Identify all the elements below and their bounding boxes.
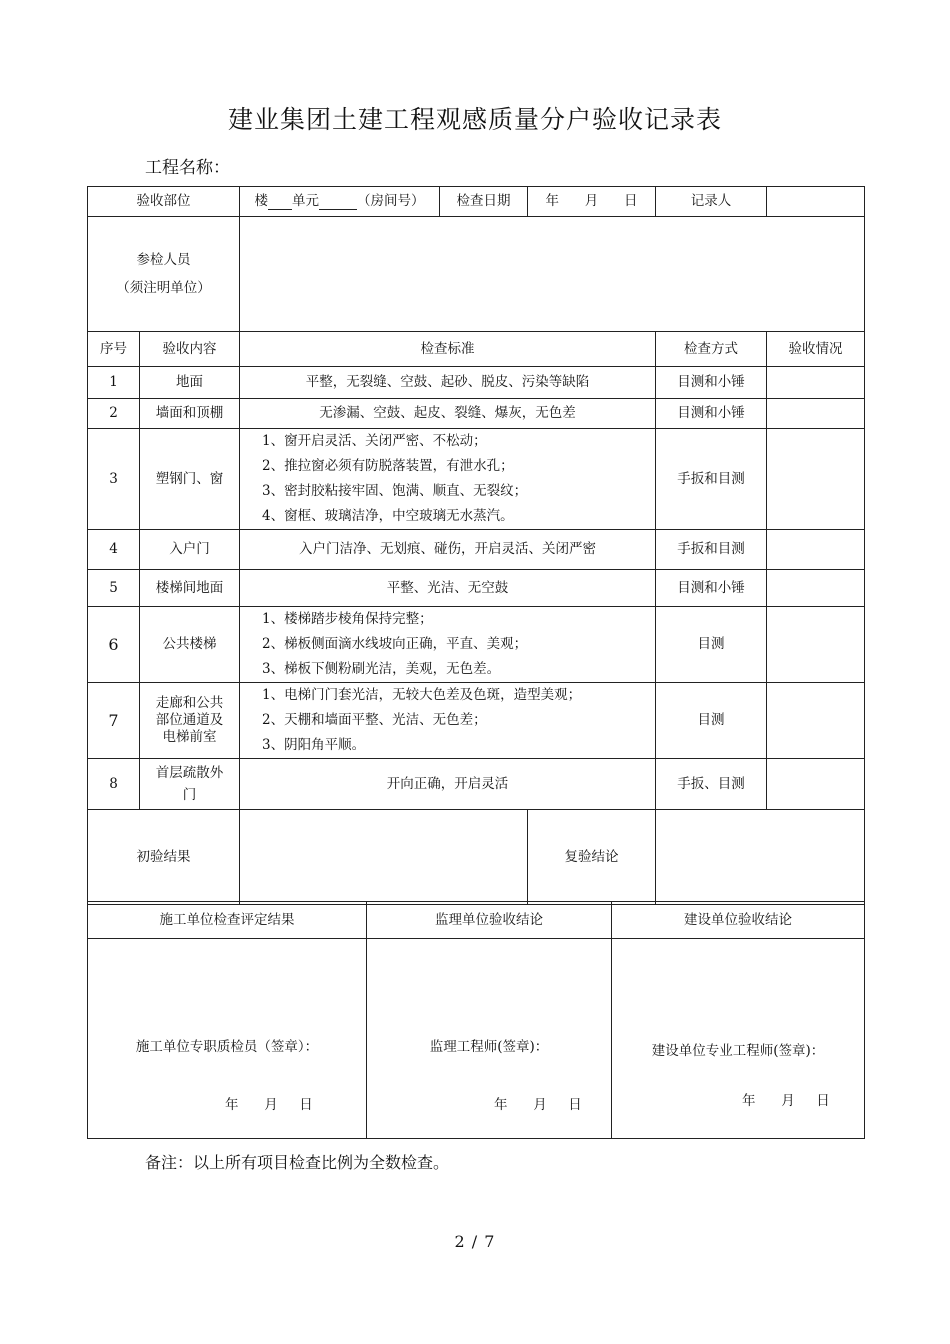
row-content: 塑钢门、窗 (140, 429, 240, 530)
row-no: 6 (88, 607, 140, 683)
row-method: 目测 (656, 607, 767, 683)
check-date-label: 检查日期 (440, 187, 528, 217)
row-standard: 无渗漏、空鼓、起皮、裂缝、爆灰，无色差 (240, 399, 656, 429)
row-content: 首层疏散外门 (140, 759, 240, 810)
row-result[interactable] (767, 429, 865, 530)
table-row (88, 530, 865, 570)
row-no: 2 (88, 399, 140, 429)
project-name-label: 工程名称： (145, 158, 230, 178)
table-row (88, 759, 865, 810)
inspection-table (87, 186, 865, 905)
row-result[interactable] (767, 367, 865, 399)
part-value (240, 187, 440, 217)
result-row (88, 810, 865, 905)
row-method: 手扳和目测 (656, 429, 767, 530)
page-number: 2 / 7 (454, 1232, 496, 1251)
table-row (88, 367, 865, 399)
recorder-value[interactable] (767, 187, 865, 217)
row-result[interactable] (767, 683, 865, 759)
recheck-value[interactable] (656, 810, 865, 905)
col-content: 验收内容 (140, 332, 240, 367)
row-no: 8 (88, 759, 140, 810)
row-no: 5 (88, 570, 140, 607)
signature-table (87, 901, 865, 1139)
supervision-sign-label: 监理工程师(签章)： (429, 1039, 549, 1055)
col-method: 检查方式 (656, 332, 767, 367)
supervision-sign-cell[interactable] (367, 939, 612, 1139)
row-method: 手扳和目测 (656, 530, 767, 570)
supervision-date: 年 月 日 (494, 1097, 582, 1113)
row-content: 公共楼梯 (140, 607, 240, 683)
construction-sign-cell[interactable] (88, 939, 367, 1139)
row-content: 入户门 (140, 530, 240, 570)
supervision-title: 监理单位验收结论 (367, 902, 612, 939)
check-date-value: 年 月 日 (528, 187, 656, 217)
table-row (88, 570, 865, 607)
initial-result-value[interactable] (240, 810, 528, 905)
row-standard: 平整，无裂缝、空鼓、起砂、脱皮、污染等缺陷 (240, 367, 656, 399)
row-method: 手扳、目测 (656, 759, 767, 810)
construction-sign-label: 施工单位专职质检员（签章）： (135, 1039, 319, 1055)
table-row (88, 607, 865, 683)
row-standard: 1、楼梯踏步棱角保持完整； 2、梯板侧面滴水线坡向正确，平直、美观； 3、梯板下侧粉刷光洁，美观，无色差。 (240, 607, 656, 683)
row-result[interactable] (767, 399, 865, 429)
row-content: 墙面和顶棚 (140, 399, 240, 429)
construction-date: 年 月 日 (225, 1097, 313, 1113)
row-method: 目测和小锤 (656, 399, 767, 429)
col-no: 序号 (88, 332, 140, 367)
row-method: 目测 (656, 683, 767, 759)
row-no: 1 (88, 367, 140, 399)
row-standard: 开向正确，开启灵活 (240, 759, 656, 810)
initial-result-label: 初验结果 (88, 810, 240, 905)
footnote: 备注：以上所有项目检查比例为全数检查。 (145, 1153, 450, 1172)
row-no: 7 (88, 683, 140, 759)
header-row (88, 187, 865, 217)
part-label: 验收部位 (88, 187, 240, 217)
room-label: （房间号） (357, 193, 425, 210)
table-row (88, 399, 865, 429)
signature-header-row (88, 902, 865, 939)
participants-row (88, 217, 865, 332)
row-result[interactable] (767, 570, 865, 607)
row-result[interactable] (767, 607, 865, 683)
column-header-row (88, 332, 865, 367)
recheck-label: 复验结论 (528, 810, 656, 905)
row-no: 3 (88, 429, 140, 530)
owner-sign-label: 建设单位专业工程师(签章)： (651, 1043, 825, 1059)
row-method: 目测和小锤 (656, 367, 767, 399)
row-standard: 平整、光洁、无空鼓 (240, 570, 656, 607)
document-title: 建业集团土建工程观感质量分户验收记录表 (227, 105, 722, 134)
signature-row (88, 939, 865, 1139)
row-result[interactable] (767, 759, 865, 810)
col-result: 验收情况 (767, 332, 865, 367)
row-standard: 1、窗开启灵活、关闭严密、不松动； 2、推拉窗必须有防脱落装置，有泄水孔； 3、密封胶粘接牢固、饱满、顺直、无裂纹； 4、窗框、玻璃洁净，中空玻璃无水蒸汽。 (240, 429, 656, 530)
recorder-label: 记录人 (656, 187, 767, 217)
row-standard: 入户门洁净、无划痕、碰伤，开启灵活、关闭严密 (240, 530, 656, 570)
row-method: 目测和小锤 (656, 570, 767, 607)
row-content: 走廊和公共部位通道及电梯前室 (140, 683, 240, 759)
construction-title: 施工单位检查评定结果 (88, 902, 367, 939)
owner-title: 建设单位验收结论 (612, 902, 865, 939)
table-row (88, 683, 865, 759)
owner-sign-cell[interactable] (612, 939, 865, 1139)
row-result[interactable] (767, 530, 865, 570)
unit-label: 单元 (292, 193, 319, 210)
participants-value[interactable] (240, 217, 865, 332)
row-content: 楼梯间地面 (140, 570, 240, 607)
participants-label: 参检人员 （须注明单位） (88, 217, 240, 332)
row-standard: 1、电梯门门套光洁，无较大色差及色斑，造型美观； 2、天棚和墙面平整、光洁、无色差； 3、阴阳角平顺。 (240, 683, 656, 759)
row-no: 4 (88, 530, 140, 570)
table-row (88, 429, 865, 530)
row-content: 地面 (140, 367, 240, 399)
owner-date: 年 月 日 (742, 1093, 830, 1109)
col-standard: 检查标准 (240, 332, 656, 367)
building-label: 楼 (254, 193, 268, 210)
